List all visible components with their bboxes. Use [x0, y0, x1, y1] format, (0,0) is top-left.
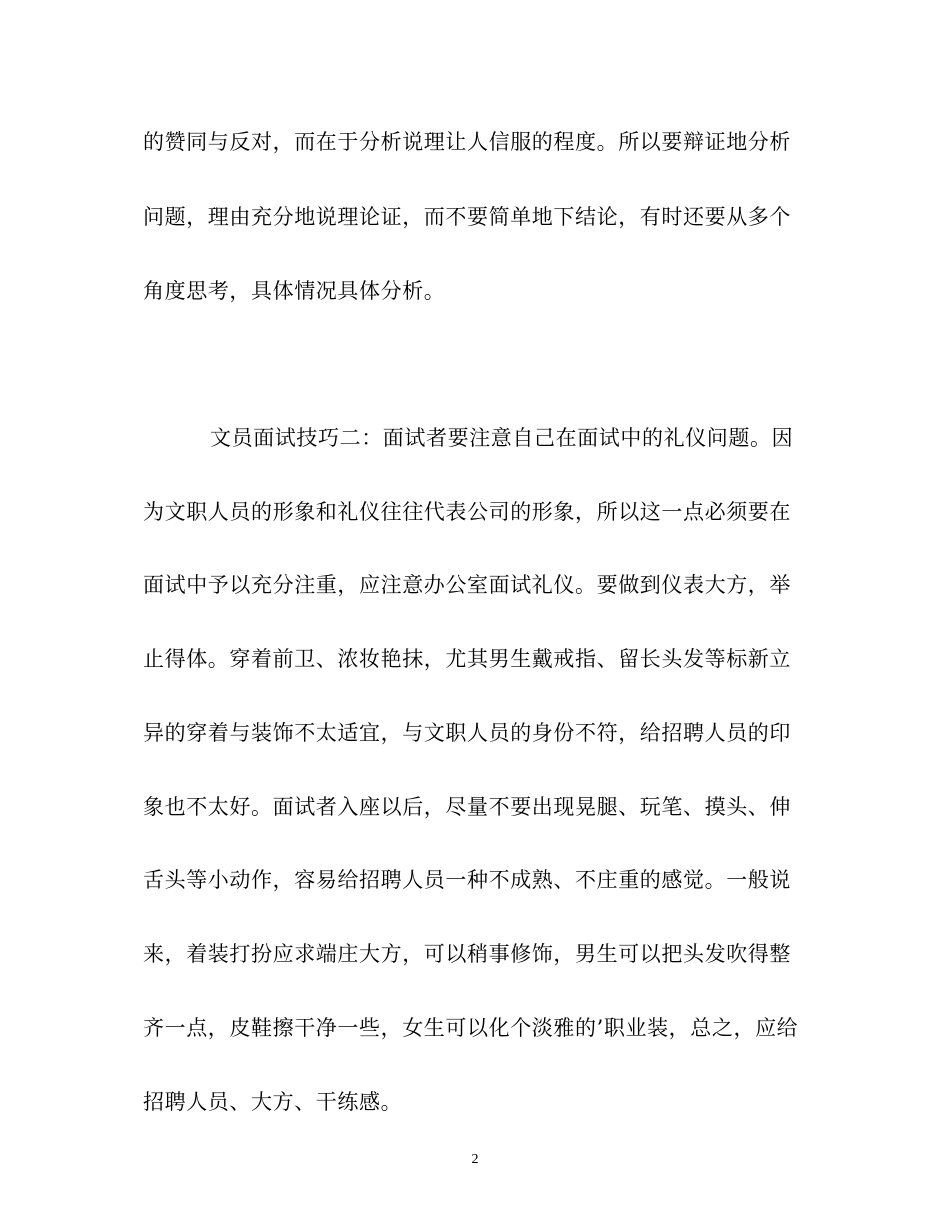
text-line: 招聘人员、大方、干练感。 [143, 1090, 403, 1114]
text-line: 为文职人员的形象和礼仪往往代表公司的形象，所以这一点必须要在 [143, 500, 791, 524]
text-line: 舌头等小动作，容易给招聘人员一种不成熟、不庄重的感觉。一般说 [143, 868, 791, 892]
text-line: 面试中予以充分注重，应注意办公室面试礼仪。要做到仪表大方，举 [143, 573, 791, 597]
text-line: 象也不太好。面试者入座以后，尽量不要出现晃腿、玩笔、摸头、伸 [143, 795, 791, 819]
text-line: 问题，理由充分地说理论证，而不要简单地下结论，有时还要从多个 [143, 205, 791, 229]
text-line: 的赞同与反对，而在于分析说理让人信服的程度。所以要辩证地分析 [143, 130, 791, 154]
page-number: 2 [471, 1152, 479, 1167]
text-line: 止得体。穿着前卫、浓妆艳抹，尤其男生戴戒指、留长头发等标新立 [143, 647, 791, 671]
text-line: 齐一点，皮鞋擦干净一些，女生可以化个淡雅的’职业装，总之，应给 [143, 1016, 799, 1040]
text-line: 异的穿着与装饰不太适宜，与文职人员的身份不符，给招聘人员的印 [143, 721, 791, 745]
text-line: 角度思考，具体情况具体分析。 [143, 279, 446, 303]
text-line: 来，着装打扮应求端庄大方，可以稍事修饰，男生可以把头发吹得整 [143, 942, 791, 966]
text-line: 文员面试技巧二：面试者要注意自己在面试中的礼仪问题。因 [210, 426, 794, 450]
